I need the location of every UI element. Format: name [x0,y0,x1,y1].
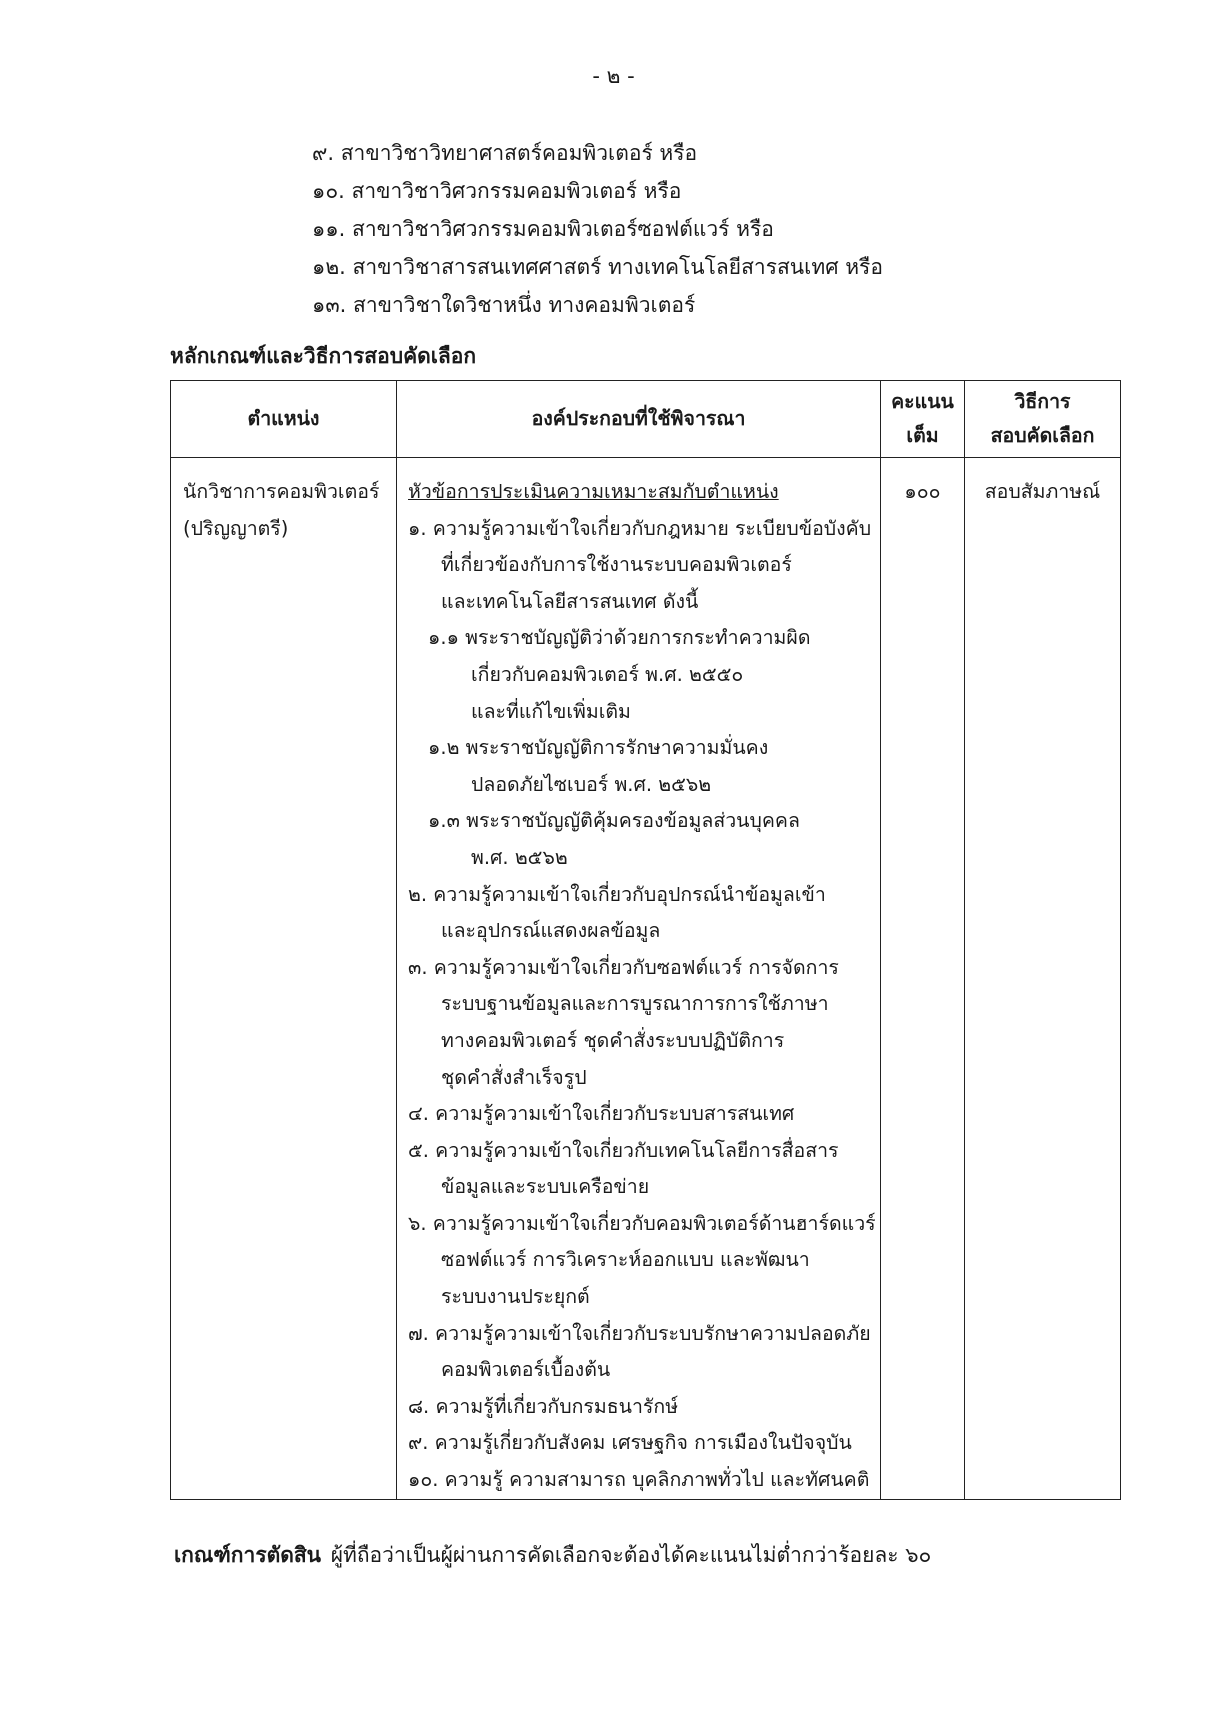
major-item: ๑๑. สาขาวิชาวิศวกรรมคอมพิวเตอร์ซอฟต์แวร์ หรือ [312,217,774,241]
component-line: ๗. ความรู้ความเข้าใจเกี่ยวกับระบบรักษาความปลอดภัย [408,1321,871,1345]
position-name: นักวิชาการคอมพิวเตอร์ [183,480,380,503]
table-header-row [171,381,1121,458]
component-line: ชุดคำสั่งสำเร็จรูป [441,1065,587,1089]
component-line: ๑.๓ พระราชบัญญัติคุ้มครองข้อมูลส่วนบุคคล [428,809,800,833]
component-line: เกี่ยวกับคอมพิวเตอร์ พ.ศ. ๒๕๕๐ [471,662,744,686]
component-line: ซอฟต์แวร์ การวิเคราะห์ออกแบบ และพัฒนา [441,1248,810,1272]
components-cell [397,458,881,1500]
component-line: ๑.๑ พระราชบัญญัติว่าด้วยการกระทำความผิด [428,626,811,650]
component-line: ๓. ความรู้ความเข้าใจเกี่ยวกับซอฟต์แวร์ การจัดการ [408,955,839,979]
table-row [171,458,1121,1500]
component-line: และเทคโนโลยีสารสนเทศ ดังนี้ [441,589,699,613]
header-score [881,381,965,458]
header-position: ตำแหน่ง [171,381,397,458]
major-item: ๙. สาขาวิชาวิทยาศาสตร์คอมพิวเตอร์ หรือ [312,141,698,165]
header-components: องค์ประกอบที่ใช้พิจารณา [397,381,881,458]
major-item: ๑๐. สาขาวิชาวิศวกรรมคอมพิวเตอร์ หรือ [312,179,682,203]
component-line: ๑.๒ พระราชบัญญัติการรักษาความมั่นคง [428,736,769,760]
majors-list [312,134,883,324]
header-score-line1: คะแนน [891,390,954,413]
components-title: หัวข้อการประเมินความเหมาะสมกับตำแหน่ง [408,480,779,503]
header-method-line1: วิธีการ [1014,390,1071,413]
page-number: - ๒ - [592,64,635,88]
component-line: พ.ศ. ๒๕๖๒ [471,845,568,869]
decision-criteria [174,1540,931,1570]
component-line: ๔. ความรู้ความเข้าใจเกี่ยวกับระบบสารสนเทศ [408,1102,795,1126]
component-line: ระบบฐานข้อมูลและการบูรณาการการใช้ภาษา [441,992,829,1016]
component-line: ๒. ความรู้ความเข้าใจเกี่ยวกับอุปกรณ์นำข้อมูลเข้า [408,882,826,906]
method-cell: สอบสัมภาษณ์ [965,458,1121,1500]
component-line: ทางคอมพิวเตอร์ ชุดคำสั่งระบบปฏิบัติการ [441,1028,785,1052]
decision-label: เกณฑ์การตัดสิน [174,1543,322,1567]
component-line: ๙. ความรู้เกี่ยวกับสังคม เศรษฐกิจ การเมืองในปัจจุบัน [408,1431,852,1455]
header-method-line2: สอบคัดเลือก [990,424,1095,447]
position-cell [171,458,397,1500]
criteria-table [170,380,1121,1500]
component-line: และที่แก้ไขเพิ่มเติม [471,699,631,723]
component-line: ปลอดภัยไซเบอร์ พ.ศ. ๒๕๖๒ [471,772,712,796]
component-line: ระบบงานประยุกต์ [441,1285,590,1309]
component-line: ๑๐. ความรู้ ความสามารถ บุคลิกภาพทั่วไป และทัศนคติ [408,1468,870,1492]
section-heading: หลักเกณฑ์และวิธีการสอบคัดเลือก [170,344,477,368]
component-line: และอุปกรณ์แสดงผลข้อมูล [441,919,661,943]
decision-text: ผู้ที่ถือว่าเป็นผู้ผ่านการคัดเลือกจะต้องได้คะแนนไม่ต่ำกว่าร้อยละ ๖๐ [330,1543,932,1567]
component-line: ที่เกี่ยวข้องกับการใช้งานระบบคอมพิวเตอร์ [441,553,792,577]
major-item: ๑๓. สาขาวิชาใดวิชาหนึ่ง ทางคอมพิวเตอร์ [312,293,696,317]
component-line: ข้อมูลและระบบเครือข่าย [441,1175,650,1199]
component-line: คอมพิวเตอร์เบื้องต้น [441,1358,611,1382]
header-method [965,381,1121,458]
major-item: ๑๒. สาขาวิชาสารสนเทศศาสตร์ ทางเทคโนโลยีสารสนเทศ หรือ [312,255,883,279]
component-line: ๑. ความรู้ความเข้าใจเกี่ยวกับกฎหมาย ระเบียบข้อบังคับ [408,516,872,540]
position-degree: (ปริญญาตรี) [183,516,289,540]
score-cell: ๑๐๐ [881,458,965,1500]
component-line: ๕. ความรู้ความเข้าใจเกี่ยวกับเทคโนโลยีการสื่อสาร [408,1138,839,1162]
header-score-line2: เต็ม [906,424,939,447]
component-line: ๖. ความรู้ความเข้าใจเกี่ยวกับคอมพิวเตอร์ด้านฮาร์ดแวร์ [408,1211,876,1235]
component-line: ๘. ความรู้ที่เกี่ยวกับกรมธนารักษ์ [408,1394,679,1418]
